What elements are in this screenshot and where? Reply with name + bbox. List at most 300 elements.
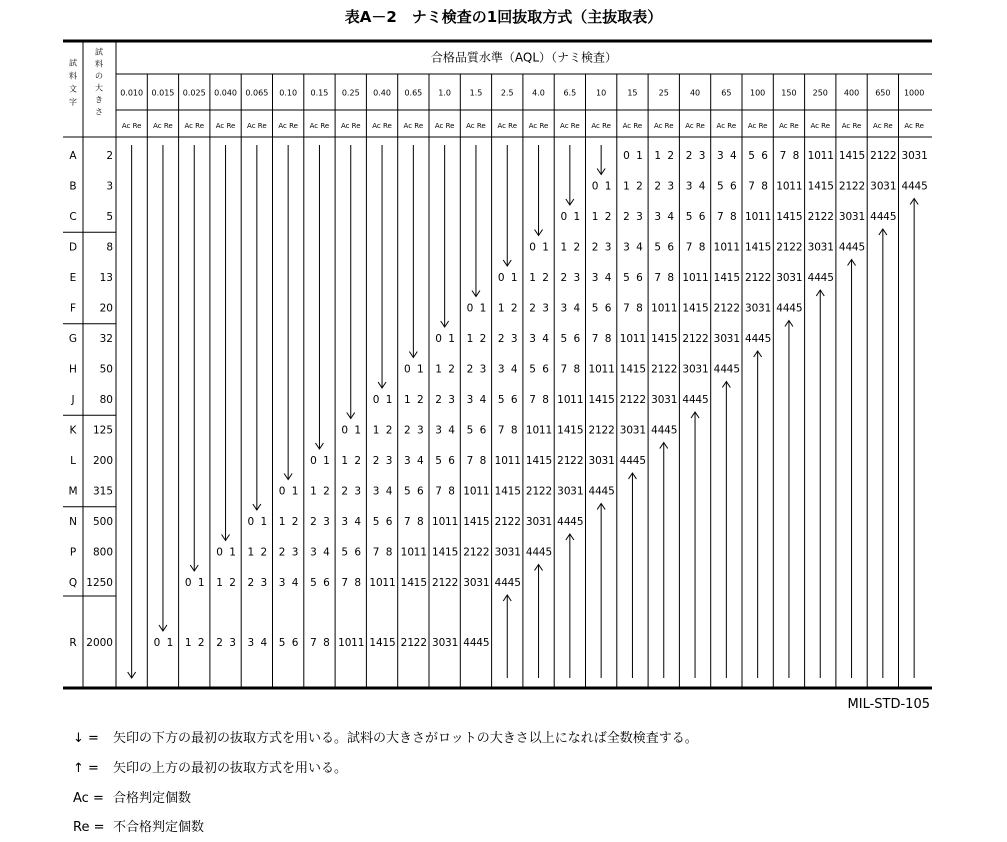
re-value: 2 bbox=[636, 180, 643, 193]
re-value: 4 bbox=[417, 455, 424, 467]
ac-value: 0 bbox=[560, 211, 568, 223]
sample-code: Q bbox=[68, 577, 78, 589]
ac-value: 10 bbox=[807, 150, 821, 162]
re-value: 31 bbox=[601, 455, 615, 467]
re-value: 11 bbox=[351, 637, 365, 649]
ac-value: 10 bbox=[713, 241, 728, 254]
ac-value: 21 bbox=[588, 424, 602, 437]
ac-value: 10 bbox=[619, 333, 634, 345]
ac-value: 5 bbox=[278, 637, 286, 649]
ac-value: 0 bbox=[623, 150, 630, 162]
ac-value: 2 bbox=[310, 516, 317, 528]
re-value: 15 bbox=[757, 241, 772, 254]
re-value: 8 bbox=[354, 577, 362, 589]
re-value: 8 bbox=[667, 272, 675, 284]
aql-value: 10 bbox=[596, 88, 607, 98]
ac-value: 30 bbox=[463, 577, 477, 589]
ac-value: 21 bbox=[776, 241, 790, 254]
ac-re-label: Ac Re bbox=[779, 122, 799, 130]
re-value: 6 bbox=[573, 333, 581, 345]
re-value: 8 bbox=[573, 363, 581, 376]
sample-size: 315 bbox=[92, 485, 113, 498]
re-value: 11 bbox=[570, 394, 584, 406]
ac-value: 21 bbox=[651, 363, 665, 376]
ac-value: 14 bbox=[369, 637, 383, 649]
ac-re-label: Ac Re bbox=[434, 122, 455, 130]
re-value: 45 bbox=[851, 241, 866, 254]
sample-size: 5 bbox=[106, 211, 113, 223]
sample-code-label: 料 bbox=[69, 71, 77, 81]
ac-value: 1 bbox=[372, 424, 380, 437]
ac-re-label: Ac Re bbox=[497, 122, 518, 130]
re-value: 2 bbox=[417, 394, 424, 406]
sample-size: 2 bbox=[106, 150, 113, 162]
re-value: 6 bbox=[448, 455, 455, 467]
ac-value: 14 bbox=[776, 211, 790, 223]
re-value: 4 bbox=[510, 363, 518, 376]
ac-re-label: Ac Re bbox=[372, 122, 392, 130]
ac-value: 10 bbox=[494, 455, 508, 467]
re-value: 22 bbox=[851, 180, 866, 193]
ac-value: 10 bbox=[525, 424, 540, 437]
sample-size-label: き bbox=[95, 95, 103, 105]
ac-value: 7 bbox=[591, 333, 599, 345]
re-value: 31 bbox=[695, 363, 709, 376]
ac-re-label: Ac Re bbox=[340, 122, 361, 130]
ac-value: 30 bbox=[619, 424, 634, 437]
ac-value: 21 bbox=[525, 485, 540, 498]
re-value: 11 bbox=[664, 302, 678, 315]
re-value: 2 bbox=[448, 363, 455, 376]
re-value: 45 bbox=[476, 637, 490, 649]
re-value: 3 bbox=[291, 546, 299, 559]
ac-re-label: Ac Re bbox=[466, 122, 486, 130]
re-value: 3 bbox=[573, 272, 581, 284]
ac-value: 2 bbox=[560, 272, 568, 284]
re-value: 3 bbox=[604, 241, 612, 254]
aql-value: 0.65 bbox=[404, 88, 423, 98]
re-value: 8 bbox=[730, 211, 737, 223]
ac-value: 7 bbox=[560, 363, 568, 376]
re-value: 22 bbox=[695, 333, 709, 345]
ac-value: 5 bbox=[404, 485, 411, 498]
sample-size: 80 bbox=[99, 394, 113, 406]
ac-re-label: Ac Re bbox=[716, 122, 737, 130]
down-arrow-icon: ↓ = bbox=[73, 731, 99, 746]
aql-value: 0.10 bbox=[279, 88, 298, 98]
ac-value: 1 bbox=[278, 516, 286, 528]
ac-value: 2 bbox=[372, 455, 380, 467]
ac-value: 1 bbox=[623, 180, 630, 193]
re-value: 45 bbox=[883, 211, 897, 223]
ac-re-label: Ac Re bbox=[247, 122, 267, 130]
ac-re-label: Ac Re bbox=[153, 122, 173, 130]
re-value: 2 bbox=[354, 455, 362, 467]
sample-size: 125 bbox=[92, 424, 113, 437]
ac-value: 30 bbox=[431, 637, 446, 649]
ac-re-label: Ac Re bbox=[309, 122, 330, 130]
re-value: 15 bbox=[570, 424, 584, 437]
re-value: 8 bbox=[792, 150, 800, 162]
ac-value: 5 bbox=[372, 516, 380, 528]
re-value: 31 bbox=[538, 516, 553, 528]
sample-size: 800 bbox=[92, 546, 113, 559]
re-value: 4 bbox=[354, 516, 362, 528]
ac-value: 10 bbox=[557, 394, 571, 406]
legend-re-text: 不合格判定個数 bbox=[113, 820, 205, 835]
re-value: 45 bbox=[601, 485, 615, 498]
ac-value: 1 bbox=[560, 241, 568, 254]
ac-value: 5 bbox=[529, 363, 536, 376]
re-value: 15 bbox=[476, 516, 490, 528]
re-value: 31 bbox=[914, 150, 928, 162]
aql-value: 250 bbox=[812, 88, 828, 98]
sample-code: P bbox=[69, 546, 77, 559]
re-value: 6 bbox=[730, 180, 737, 193]
aql-value: 0.40 bbox=[373, 88, 391, 98]
sample-code: D bbox=[68, 241, 78, 254]
re-value: 22 bbox=[413, 637, 428, 649]
sample-code: J bbox=[71, 394, 75, 406]
ac-value: 10 bbox=[463, 485, 477, 498]
re-value: 6 bbox=[479, 424, 487, 437]
re-value: 31 bbox=[726, 333, 741, 345]
sample-code: L bbox=[70, 455, 76, 467]
ac-value: 44 bbox=[494, 577, 508, 589]
sample-code: R bbox=[69, 637, 77, 649]
re-value: 45 bbox=[914, 180, 928, 193]
ac-value: 21 bbox=[619, 394, 634, 406]
re-value: 1 bbox=[166, 637, 174, 649]
ac-value: 30 bbox=[588, 455, 602, 467]
ac-value: 2 bbox=[404, 424, 411, 437]
re-value: 11 bbox=[507, 455, 521, 467]
re-value: 8 bbox=[604, 333, 612, 345]
re-value: 2 bbox=[510, 302, 518, 315]
ac-value: 0 bbox=[404, 363, 411, 376]
legend-ac-text: 合格判定個数 bbox=[113, 791, 192, 806]
ac-value: 44 bbox=[557, 516, 571, 528]
ac-value: 0 bbox=[341, 424, 349, 437]
re-value: 1 bbox=[354, 424, 362, 437]
ac-value: 10 bbox=[651, 302, 665, 315]
re-value: 22 bbox=[444, 577, 459, 589]
ac-value: 10 bbox=[338, 637, 352, 649]
re-value: 8 bbox=[542, 394, 549, 406]
re-value: 15 bbox=[695, 302, 709, 315]
re-value: 15 bbox=[851, 150, 866, 162]
re-value: 6 bbox=[354, 546, 362, 559]
sample-code-label: 字 bbox=[69, 97, 77, 107]
aql-value: 15 bbox=[627, 88, 638, 98]
sample-size: 200 bbox=[92, 455, 113, 467]
re-value: 1 bbox=[417, 363, 424, 376]
re-value: 2 bbox=[385, 424, 393, 437]
re-value: 31 bbox=[570, 485, 584, 498]
ac-value: 3 bbox=[529, 333, 536, 345]
ac-value: 0 bbox=[278, 485, 286, 498]
re-value: 15 bbox=[538, 455, 553, 467]
ac-re-label: Ac Re bbox=[622, 122, 643, 130]
ac-value: 3 bbox=[591, 272, 599, 284]
ac-value: 44 bbox=[619, 455, 634, 467]
ac-value: 44 bbox=[744, 333, 759, 345]
ac-value: 2 bbox=[435, 394, 442, 406]
ac-value: 5 bbox=[717, 180, 724, 193]
re-value: 11 bbox=[476, 485, 490, 498]
ac-value: 2 bbox=[341, 485, 349, 498]
sample-size: 2000 bbox=[86, 637, 113, 649]
ac-value: 5 bbox=[310, 577, 317, 589]
ac-value: 2 bbox=[466, 363, 474, 376]
re-value: 8 bbox=[323, 637, 330, 649]
ac-value: 7 bbox=[779, 150, 787, 162]
ac-value: 21 bbox=[744, 272, 759, 284]
re-value: 1 bbox=[385, 394, 393, 406]
re-value: 11 bbox=[820, 150, 834, 162]
aql-value: 25 bbox=[658, 88, 669, 98]
re-value: 11 bbox=[601, 363, 615, 376]
re-value: 8 bbox=[510, 424, 518, 437]
ac-value: 7 bbox=[466, 455, 474, 467]
re-value: 2 bbox=[604, 211, 612, 223]
re-value: 11 bbox=[789, 180, 803, 193]
aql-value: 65 bbox=[721, 88, 732, 98]
re-value: 6 bbox=[761, 150, 768, 162]
sample-size: 500 bbox=[92, 516, 113, 528]
re-value: 2 bbox=[542, 272, 549, 284]
legend-down-text: 矢印の下方の最初の抜取方式を用いる。試料の大きさがロットの大きさ以上になれば全数検査する。 bbox=[113, 731, 698, 746]
ac-value: 30 bbox=[557, 485, 571, 498]
ac-value: 3 bbox=[654, 211, 662, 223]
ac-re-label: Ac Re bbox=[841, 122, 862, 130]
re-value: 11 bbox=[444, 516, 459, 528]
aql-value: 0.065 bbox=[245, 88, 269, 98]
ac-re-label: Ac Re bbox=[591, 122, 611, 130]
re-value: 45 bbox=[538, 546, 553, 559]
ac-value: 44 bbox=[901, 180, 915, 193]
ac-value: 3 bbox=[717, 150, 724, 162]
sample-size-label: 大 bbox=[95, 83, 103, 93]
re-value: 45 bbox=[664, 424, 678, 437]
re-value: 15 bbox=[664, 333, 678, 345]
ac-re-label: Ac Re bbox=[685, 122, 705, 130]
sample-size-label: さ bbox=[95, 107, 103, 117]
re-value: 31 bbox=[757, 302, 772, 315]
aql-value: 6.5 bbox=[563, 88, 577, 98]
aql-value: 100 bbox=[750, 88, 766, 98]
ac-value: 2 bbox=[654, 180, 662, 193]
ac-value: 7 bbox=[497, 424, 505, 437]
ac-value: 0 bbox=[466, 302, 474, 315]
ac-value: 30 bbox=[494, 546, 508, 559]
ac-value: 14 bbox=[557, 424, 571, 437]
ac-value: 14 bbox=[588, 394, 602, 406]
sample-code: A bbox=[69, 150, 77, 162]
sample-code: C bbox=[69, 211, 77, 223]
ac-value: 14 bbox=[494, 485, 508, 498]
ac-value: 5 bbox=[654, 241, 662, 254]
ac-value: 5 bbox=[497, 394, 505, 406]
ac-value: 21 bbox=[400, 637, 415, 649]
re-value: 2 bbox=[479, 333, 487, 345]
re-value: 45 bbox=[789, 302, 803, 315]
re-value: 3 bbox=[667, 180, 675, 193]
ac-value: 0 bbox=[435, 333, 442, 345]
ac-value: 14 bbox=[463, 516, 477, 528]
re-value: 15 bbox=[413, 577, 428, 589]
ac-value: 0 bbox=[372, 394, 380, 406]
ac-re-label: Ac Re bbox=[278, 122, 298, 130]
ac-value: 0 bbox=[591, 180, 599, 193]
ac-re-label: Ac Re bbox=[121, 122, 142, 130]
re-value: 31 bbox=[664, 394, 678, 406]
aql-value: 2.5 bbox=[500, 88, 514, 98]
sample-size: 1250 bbox=[86, 577, 113, 589]
re-value: 2 bbox=[667, 150, 675, 162]
table-title: 表A－2 ナミ検査の1回抜取方式（主抜取表） bbox=[344, 8, 663, 26]
ac-value: 44 bbox=[588, 485, 602, 498]
re-value: 3 bbox=[354, 485, 362, 498]
ac-value: 7 bbox=[685, 241, 693, 254]
re-value: 22 bbox=[476, 546, 490, 559]
ac-value: 2 bbox=[685, 150, 693, 162]
re-value: 31 bbox=[444, 637, 459, 649]
ac-value: 1 bbox=[184, 637, 192, 649]
re-value: 22 bbox=[538, 485, 553, 498]
ac-re-label: Ac Re bbox=[904, 122, 924, 130]
re-value: 15 bbox=[382, 637, 396, 649]
ac-value: 44 bbox=[713, 363, 728, 376]
re-value: 15 bbox=[632, 363, 647, 376]
re-value: 3 bbox=[636, 211, 643, 223]
ac-value: 21 bbox=[431, 577, 446, 589]
re-value: 1 bbox=[197, 577, 205, 589]
ac-value: 30 bbox=[776, 272, 790, 284]
re-value: 8 bbox=[448, 485, 455, 498]
re-value: 6 bbox=[604, 302, 612, 315]
sample-size: 13 bbox=[99, 272, 113, 284]
ac-value: 1 bbox=[435, 363, 442, 376]
re-value: 3 bbox=[542, 302, 549, 315]
ac-value: 3 bbox=[560, 302, 568, 315]
re-value: 31 bbox=[883, 180, 897, 193]
re-value: 22 bbox=[601, 424, 615, 437]
ac-value: 7 bbox=[310, 637, 317, 649]
re-value: 1 bbox=[291, 485, 299, 498]
aql-value: 1.0 bbox=[438, 88, 452, 98]
ac-value: 21 bbox=[557, 455, 571, 467]
ac-value: 0 bbox=[216, 546, 223, 559]
ac-value: 3 bbox=[310, 546, 317, 559]
sample-code: E bbox=[69, 272, 77, 284]
ac-value: 5 bbox=[623, 272, 630, 284]
ac-re-label: Ac Re bbox=[810, 122, 831, 130]
re-value: 3 bbox=[323, 516, 330, 528]
re-value: 6 bbox=[636, 272, 643, 284]
legend-up-arrow bbox=[73, 757, 347, 776]
ac-value: 3 bbox=[623, 241, 630, 254]
re-value: 11 bbox=[632, 333, 647, 345]
aql-value: 0.25 bbox=[341, 88, 360, 98]
ac-value: 1 bbox=[466, 333, 474, 345]
re-value: 8 bbox=[698, 241, 706, 254]
ac-value: 14 bbox=[619, 363, 634, 376]
re-value: 6 bbox=[542, 363, 549, 376]
re-value: 31 bbox=[789, 272, 803, 284]
ac-value: 10 bbox=[400, 546, 415, 559]
ac-value: 10 bbox=[588, 363, 602, 376]
re-value: 22 bbox=[570, 455, 584, 467]
ac-value: 0 bbox=[247, 516, 255, 528]
ac-value: 1 bbox=[216, 577, 223, 589]
sample-size-label: 試 bbox=[95, 47, 103, 57]
sample-code-label: 試 bbox=[69, 58, 77, 68]
re-value: 2 bbox=[573, 241, 581, 254]
ac-re-label: Ac Re bbox=[873, 122, 893, 130]
re-value: 11 bbox=[757, 211, 772, 223]
re-value: 1 bbox=[573, 211, 581, 223]
re-value: 15 bbox=[601, 394, 615, 406]
ac-value: 44 bbox=[807, 272, 821, 284]
ac-value: 1 bbox=[654, 150, 662, 162]
ac-value: 3 bbox=[685, 180, 693, 193]
re-value: 4 bbox=[573, 302, 581, 315]
aql-value: 0.010 bbox=[120, 88, 144, 98]
ac-value: 7 bbox=[404, 516, 411, 528]
re-value: 3 bbox=[260, 577, 268, 589]
sample-code: M bbox=[68, 485, 78, 498]
re-value: 3 bbox=[229, 637, 236, 649]
ac-value: 0 bbox=[153, 637, 161, 649]
sample-size-label: の bbox=[95, 71, 103, 81]
re-value: 11 bbox=[413, 546, 428, 559]
re-value: 22 bbox=[726, 302, 741, 315]
re-value: 4 bbox=[260, 637, 268, 649]
ac-value: 44 bbox=[651, 424, 665, 437]
ac-value: 3 bbox=[278, 577, 286, 589]
sample-size: 32 bbox=[99, 333, 113, 345]
sample-code: N bbox=[69, 516, 77, 528]
sample-size: 3 bbox=[106, 180, 113, 193]
re-value: 4 bbox=[479, 394, 487, 406]
re-value: 8 bbox=[479, 455, 487, 467]
ac-value: 5 bbox=[560, 333, 568, 345]
sample-code-label: 文 bbox=[69, 84, 77, 94]
ac-value: 7 bbox=[717, 211, 724, 223]
re-value: 31 bbox=[507, 546, 521, 559]
ac-value: 30 bbox=[901, 150, 915, 162]
ac-value: 0 bbox=[184, 577, 192, 589]
ac-value: 1 bbox=[497, 302, 505, 315]
sample-code: H bbox=[69, 363, 77, 376]
ac-value: 5 bbox=[591, 302, 599, 315]
re-value: 11 bbox=[382, 577, 396, 589]
re-value: 45 bbox=[570, 516, 584, 528]
re-value: 22 bbox=[664, 363, 678, 376]
re-value: 4 bbox=[667, 211, 675, 223]
re-value: 45 bbox=[507, 577, 521, 589]
ac-value: 44 bbox=[838, 241, 853, 254]
aql-value: 150 bbox=[781, 88, 797, 98]
re-value: 15 bbox=[726, 272, 741, 284]
ac-value: 10 bbox=[369, 577, 383, 589]
ac-value: 7 bbox=[529, 394, 536, 406]
re-value: 2 bbox=[291, 516, 299, 528]
ac-value: 30 bbox=[651, 394, 665, 406]
ac-value: 14 bbox=[431, 546, 446, 559]
re-value: 11 bbox=[538, 424, 553, 437]
